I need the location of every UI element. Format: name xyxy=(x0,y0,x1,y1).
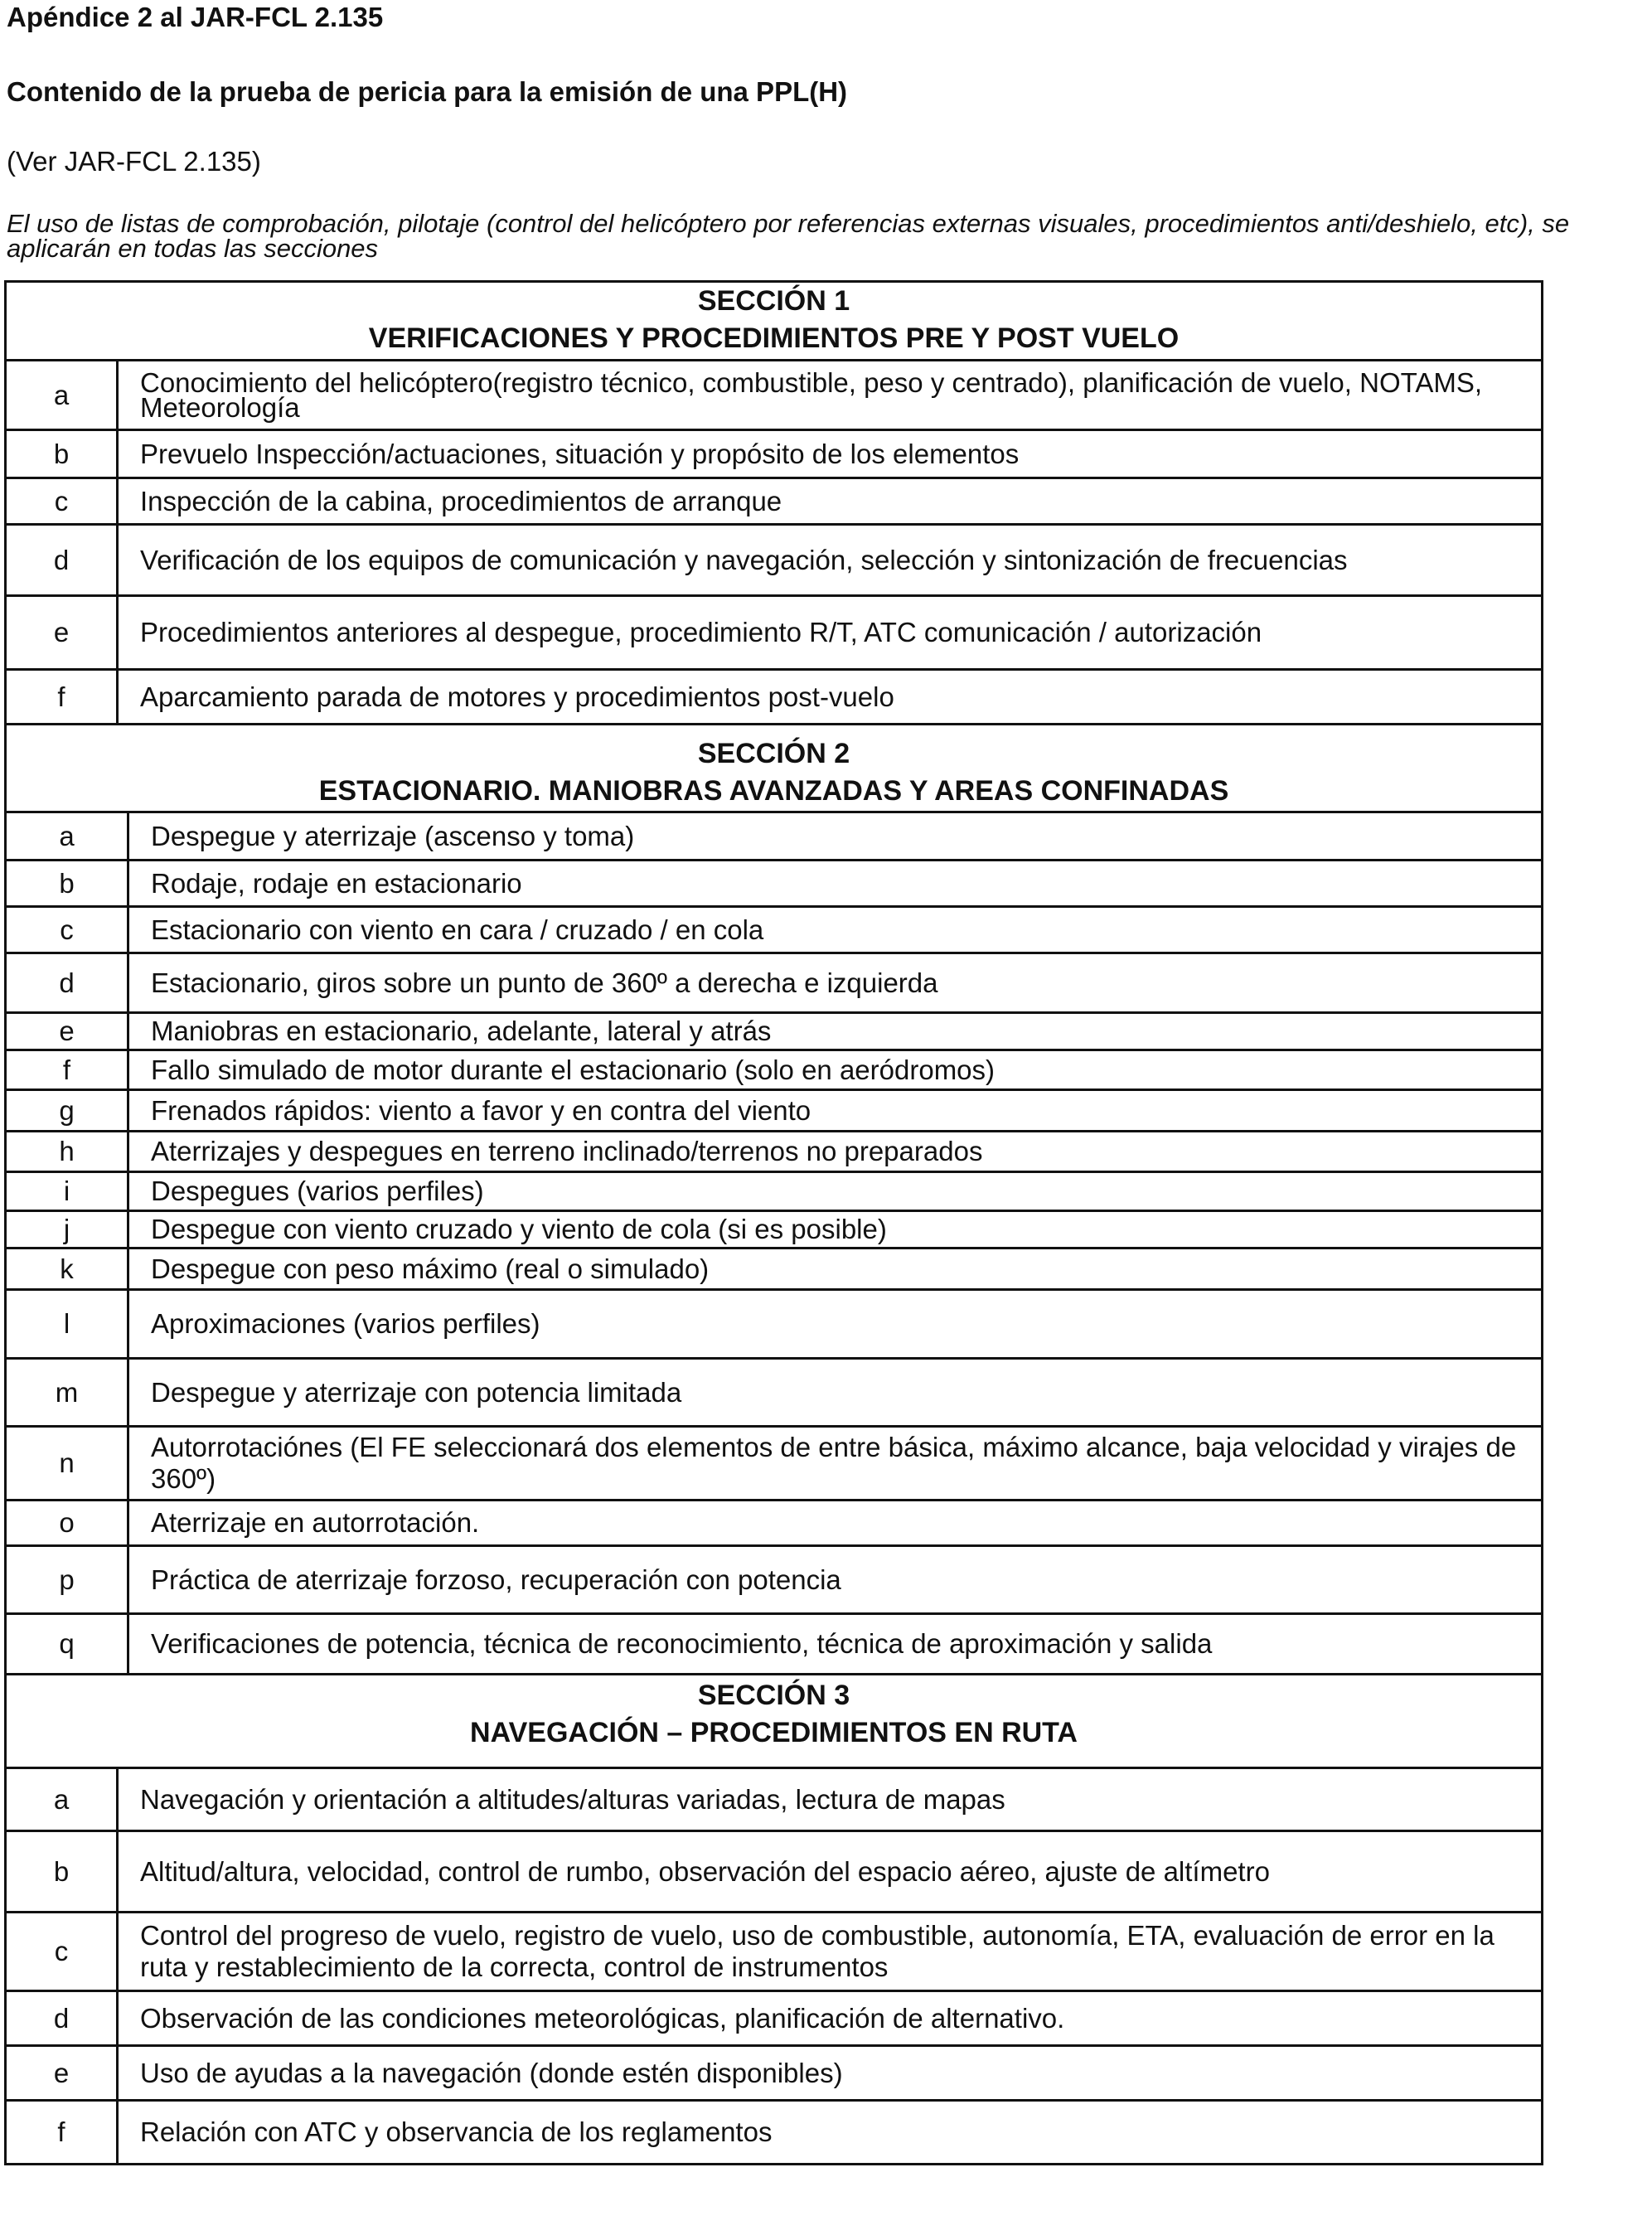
table-row xyxy=(7,1173,1541,1212)
item-description: Inspección de la cabina, procedimientos de arranque xyxy=(140,485,782,516)
reference-note: (Ver JAR-FCL 2.135) xyxy=(7,146,261,177)
appendix-heading: Apéndice 2 al JAR-FCL 2.135 xyxy=(7,2,384,32)
usage-note: El uso de listas de comprobación, pilotaje (control del helicóptero por referencias externas visuales, procedimientos anti/deshielo, etc), se aplicarán en todas las secciones xyxy=(7,209,1570,263)
item-letter: d xyxy=(7,954,129,1011)
table-row xyxy=(7,526,1541,597)
table-row xyxy=(7,479,1541,526)
section-3-items xyxy=(7,1769,1541,2163)
item-description: Procedimientos anteriores al despegue, procedimiento R/T, ATC comunicación / autorización xyxy=(140,617,1262,647)
table-row xyxy=(7,1428,1541,1501)
item-description: Navegación y orientación a altitudes/alturas variadas, lectura de mapas xyxy=(140,1783,1005,1815)
table-row xyxy=(7,361,1541,431)
table-row xyxy=(7,1547,1541,1615)
item-description: Maniobras en estacionario, adelante, lateral y atrás xyxy=(151,1016,772,1046)
table-row xyxy=(7,813,1541,861)
item-letter: b xyxy=(7,861,129,905)
item-description: Uso de ayudas a la navegación (donde estén disponibles) xyxy=(140,2057,843,2088)
table-row xyxy=(7,2047,1541,2102)
item-description: Autorrotaciónes (El FE seleccionará dos elementos de entre básica, máximo alcance, baja velocidad y virajes de 360º) xyxy=(151,1432,1517,1494)
section-3-title: NAVEGACIÓN – PROCEDIMIENTOS EN RUTA xyxy=(470,1717,1078,1748)
item-letter: q xyxy=(7,1615,129,1673)
table-row xyxy=(7,1212,1541,1249)
table-row xyxy=(7,1769,1541,1832)
table-row xyxy=(7,1132,1541,1173)
section-1-number: SECCIÓN 1 xyxy=(697,285,850,317)
document-title: Contenido de la prueba de pericia para la emisión de una PPL(H) xyxy=(7,76,848,107)
item-letter: p xyxy=(7,1547,129,1612)
item-description: Control del progreso de vuelo, registro de vuelo, uso de combustible, autonomía, ETA, evaluación de error en la ruta y restablecimiento de la correcta, control de instrumentos xyxy=(140,1920,1495,1982)
item-description: Aparcamiento parada de motores y procedimientos post-vuelo xyxy=(140,681,894,712)
item-description: Relación con ATC y observancia de los reglamentos xyxy=(140,2116,773,2147)
item-description: Aproximaciones (varios perfiles) xyxy=(151,1308,540,1339)
table-row xyxy=(7,671,1541,723)
item-description: Despegue y aterrizaje con potencia limitada xyxy=(151,1376,682,1408)
item-description: Despegues (varios perfiles) xyxy=(151,1176,484,1206)
table-row xyxy=(7,1014,1541,1051)
item-letter: f xyxy=(7,2102,119,2163)
item-description: Despegue y aterrizaje (ascenso y toma) xyxy=(151,820,635,851)
item-letter: d xyxy=(7,1992,119,2044)
item-letter: n xyxy=(7,1428,129,1499)
item-description: Estacionario con viento en cara / cruzado / en cola xyxy=(151,914,764,945)
table-row xyxy=(7,431,1541,479)
table-row xyxy=(7,908,1541,954)
table-row xyxy=(7,1615,1541,1673)
table-row xyxy=(7,1291,1541,1360)
item-letter: c xyxy=(7,908,129,952)
item-description: Fallo simulado de motor durante el estacionario (solo en aeródromos) xyxy=(151,1054,996,1085)
item-description: Conocimiento del helicóptero(registro técnico, combustible, peso y centrado), planificación de vuelo, NOTAMS, Meteorología xyxy=(140,366,1483,423)
item-description: Aterrizajes y despegues en terreno inclinado/terrenos no preparados xyxy=(151,1136,983,1166)
section-2-number: SECCIÓN 2 xyxy=(697,738,850,769)
item-letter: a xyxy=(7,813,129,859)
item-description: Verificaciones de potencia, técnica de reconocimiento, técnica de aproximación y salida xyxy=(151,1628,1213,1659)
item-letter: e xyxy=(7,1014,129,1049)
item-letter: i xyxy=(7,1173,129,1210)
item-letter: f xyxy=(7,671,119,723)
section-3-number: SECCIÓN 3 xyxy=(697,1680,850,1711)
item-letter: b xyxy=(7,431,119,477)
table-row xyxy=(7,861,1541,908)
table-row xyxy=(7,1091,1541,1132)
item-letter: e xyxy=(7,2047,119,2099)
table-row xyxy=(7,1913,1541,1992)
table-row xyxy=(7,597,1541,671)
item-letter: f xyxy=(7,1051,129,1088)
section-1-items xyxy=(7,361,1541,723)
item-letter: c xyxy=(7,479,119,523)
section-2-items xyxy=(7,813,1541,1673)
section-2-title: ESTACIONARIO. MANIOBRAS AVANZADAS Y AREAS CONFINADAS xyxy=(318,775,1229,807)
table-row xyxy=(7,954,1541,1014)
item-letter: k xyxy=(7,1249,129,1288)
table-row xyxy=(7,1360,1541,1428)
table-row xyxy=(7,1832,1541,1913)
item-letter: c xyxy=(7,1913,119,1990)
item-description: Despegue con peso máximo (real o simulado) xyxy=(151,1253,710,1284)
section-3-header xyxy=(7,1673,1541,1769)
section-2-header xyxy=(7,723,1541,813)
item-letter: a xyxy=(7,361,119,429)
table-row xyxy=(7,1992,1541,2047)
item-letter: h xyxy=(7,1132,129,1171)
item-description: Despegue con viento cruzado y viento de cola (si es posible) xyxy=(151,1214,887,1244)
item-letter: o xyxy=(7,1501,129,1544)
item-letter: m xyxy=(7,1360,129,1425)
table-row xyxy=(7,1249,1541,1291)
table-row xyxy=(7,1501,1541,1547)
item-description: Aterrizaje en autorrotación. xyxy=(151,1507,480,1538)
item-description: Frenados rápidos: viento a favor y en contra del viento xyxy=(151,1094,811,1126)
item-letter: e xyxy=(7,597,119,668)
table-row xyxy=(7,1051,1541,1091)
section-1-header xyxy=(7,283,1541,361)
item-description: Prevuelo Inspección/actuaciones, situación y propósito de los elementos xyxy=(140,438,1020,469)
skill-test-table xyxy=(4,280,1543,2165)
item-description: Altitud/altura, velocidad, control de rumbo, observación del espacio aéreo, ajuste de altímetro xyxy=(140,1855,1270,1887)
item-description: Verificación de los equipos de comunicación y navegación, selección y sintonización de frecuencias xyxy=(140,544,1348,575)
item-letter: l xyxy=(7,1291,129,1357)
item-description: Práctica de aterrizaje forzoso, recuperación con potencia xyxy=(151,1564,841,1595)
item-description: Estacionario, giros sobre un punto de 360º a derecha e izquierda xyxy=(151,967,938,998)
item-letter: b xyxy=(7,1832,119,1911)
item-letter: a xyxy=(7,1769,119,1830)
item-letter: g xyxy=(7,1091,129,1130)
item-letter: d xyxy=(7,526,119,594)
item-description: Rodaje, rodaje en estacionario xyxy=(151,867,522,899)
item-letter: j xyxy=(7,1212,129,1247)
section-1-title: VERIFICACIONES Y PROCEDIMIENTOS PRE Y POST VUELO xyxy=(368,322,1180,354)
item-description: Observación de las condiciones meteorológicas, planificación de alternativo. xyxy=(140,2002,1065,2034)
table-row xyxy=(7,2102,1541,2163)
